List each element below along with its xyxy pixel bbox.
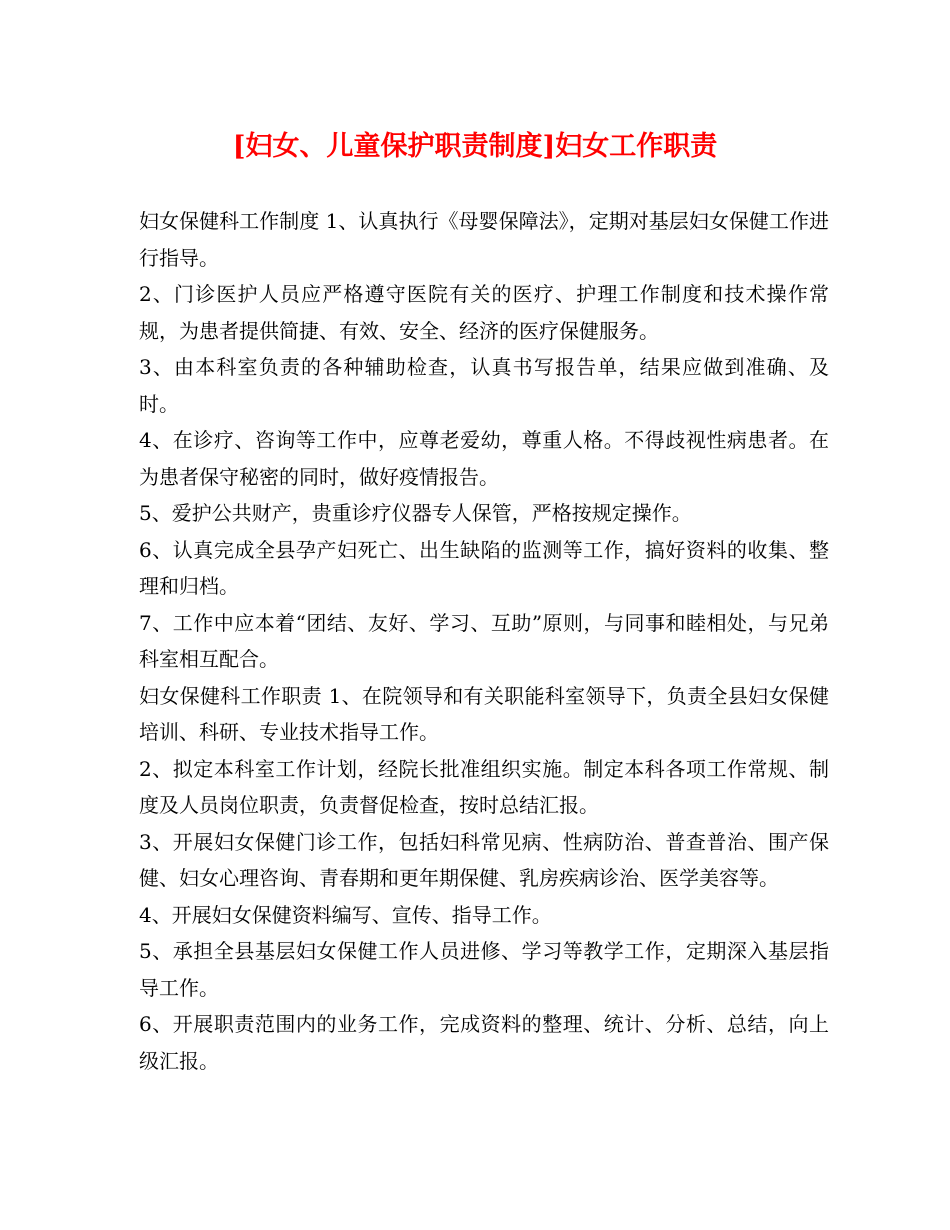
document-title: [妇女、儿童保护职责制度]妇女工作职责 — [232, 131, 718, 162]
paragraph: 妇女保健科工作制度 1、认真执行《母婴保障法》，定期对基层妇女保健工作进行指导。 — [139, 209, 829, 270]
paragraph: 2、门诊医护人员应严格遵守医院有关的医疗、护理工作制度和技术操作常规，为患者提供简捷、有效、安全、经济的医疗保健服务。 — [139, 282, 829, 343]
paragraph: 6、认真完成全县孕产妇死亡、出生缺陷的监测等工作，搞好资料的收集、整理和归档。 — [139, 537, 829, 598]
paragraph: 4、在诊疗、咨询等工作中，应尊老爱幼，尊重人格。不得歧视性病患者。在为患者保守秘密的同时，做好疫情报告。 — [139, 428, 829, 489]
paragraph: 3、开展妇女保健门诊工作，包括妇科常见病、性病防治、普查普治、围产保健、妇女心理咨询、青春期和更年期保健、乳房疾病诊治、医学美容等。 — [139, 829, 829, 890]
document-body — [139, 203, 829, 1079]
paragraph: 6、开展职责范围内的业务工作，完成资料的整理、统计、分析、总结，向上级汇报。 — [139, 1012, 829, 1073]
paragraph: 5、爱护公共财产，贵重诊疗仪器专人保管，严格按规定操作。 — [139, 501, 692, 525]
paragraph: 5、承担全县基层妇女保健工作人员进修、学习等教学工作，定期深入基层指导工作。 — [139, 939, 829, 1000]
paragraph: 3、由本科室负责的各种辅助检查，认真书写报告单，结果应做到准确、及时。 — [139, 355, 829, 416]
paragraph: 4、开展妇女保健资料编写、宣传、指导工作。 — [139, 902, 552, 927]
paragraph: 7、工作中应本着“团结、友好、学习、互助”原则，与同事和睦相处，与兄弟科室相互配合。 — [139, 610, 829, 671]
paragraph: 2、拟定本科室工作计划，经院长批准组织实施。制定本科各项工作常规、制度及人员岗位职责，负责督促检查，按时总结汇报。 — [139, 756, 829, 817]
paragraph: 妇女保健科工作职责 1、在院领导和有关职能科室领导下，负责全县妇女保健培训、科研、专业技术指导工作。 — [139, 683, 829, 744]
